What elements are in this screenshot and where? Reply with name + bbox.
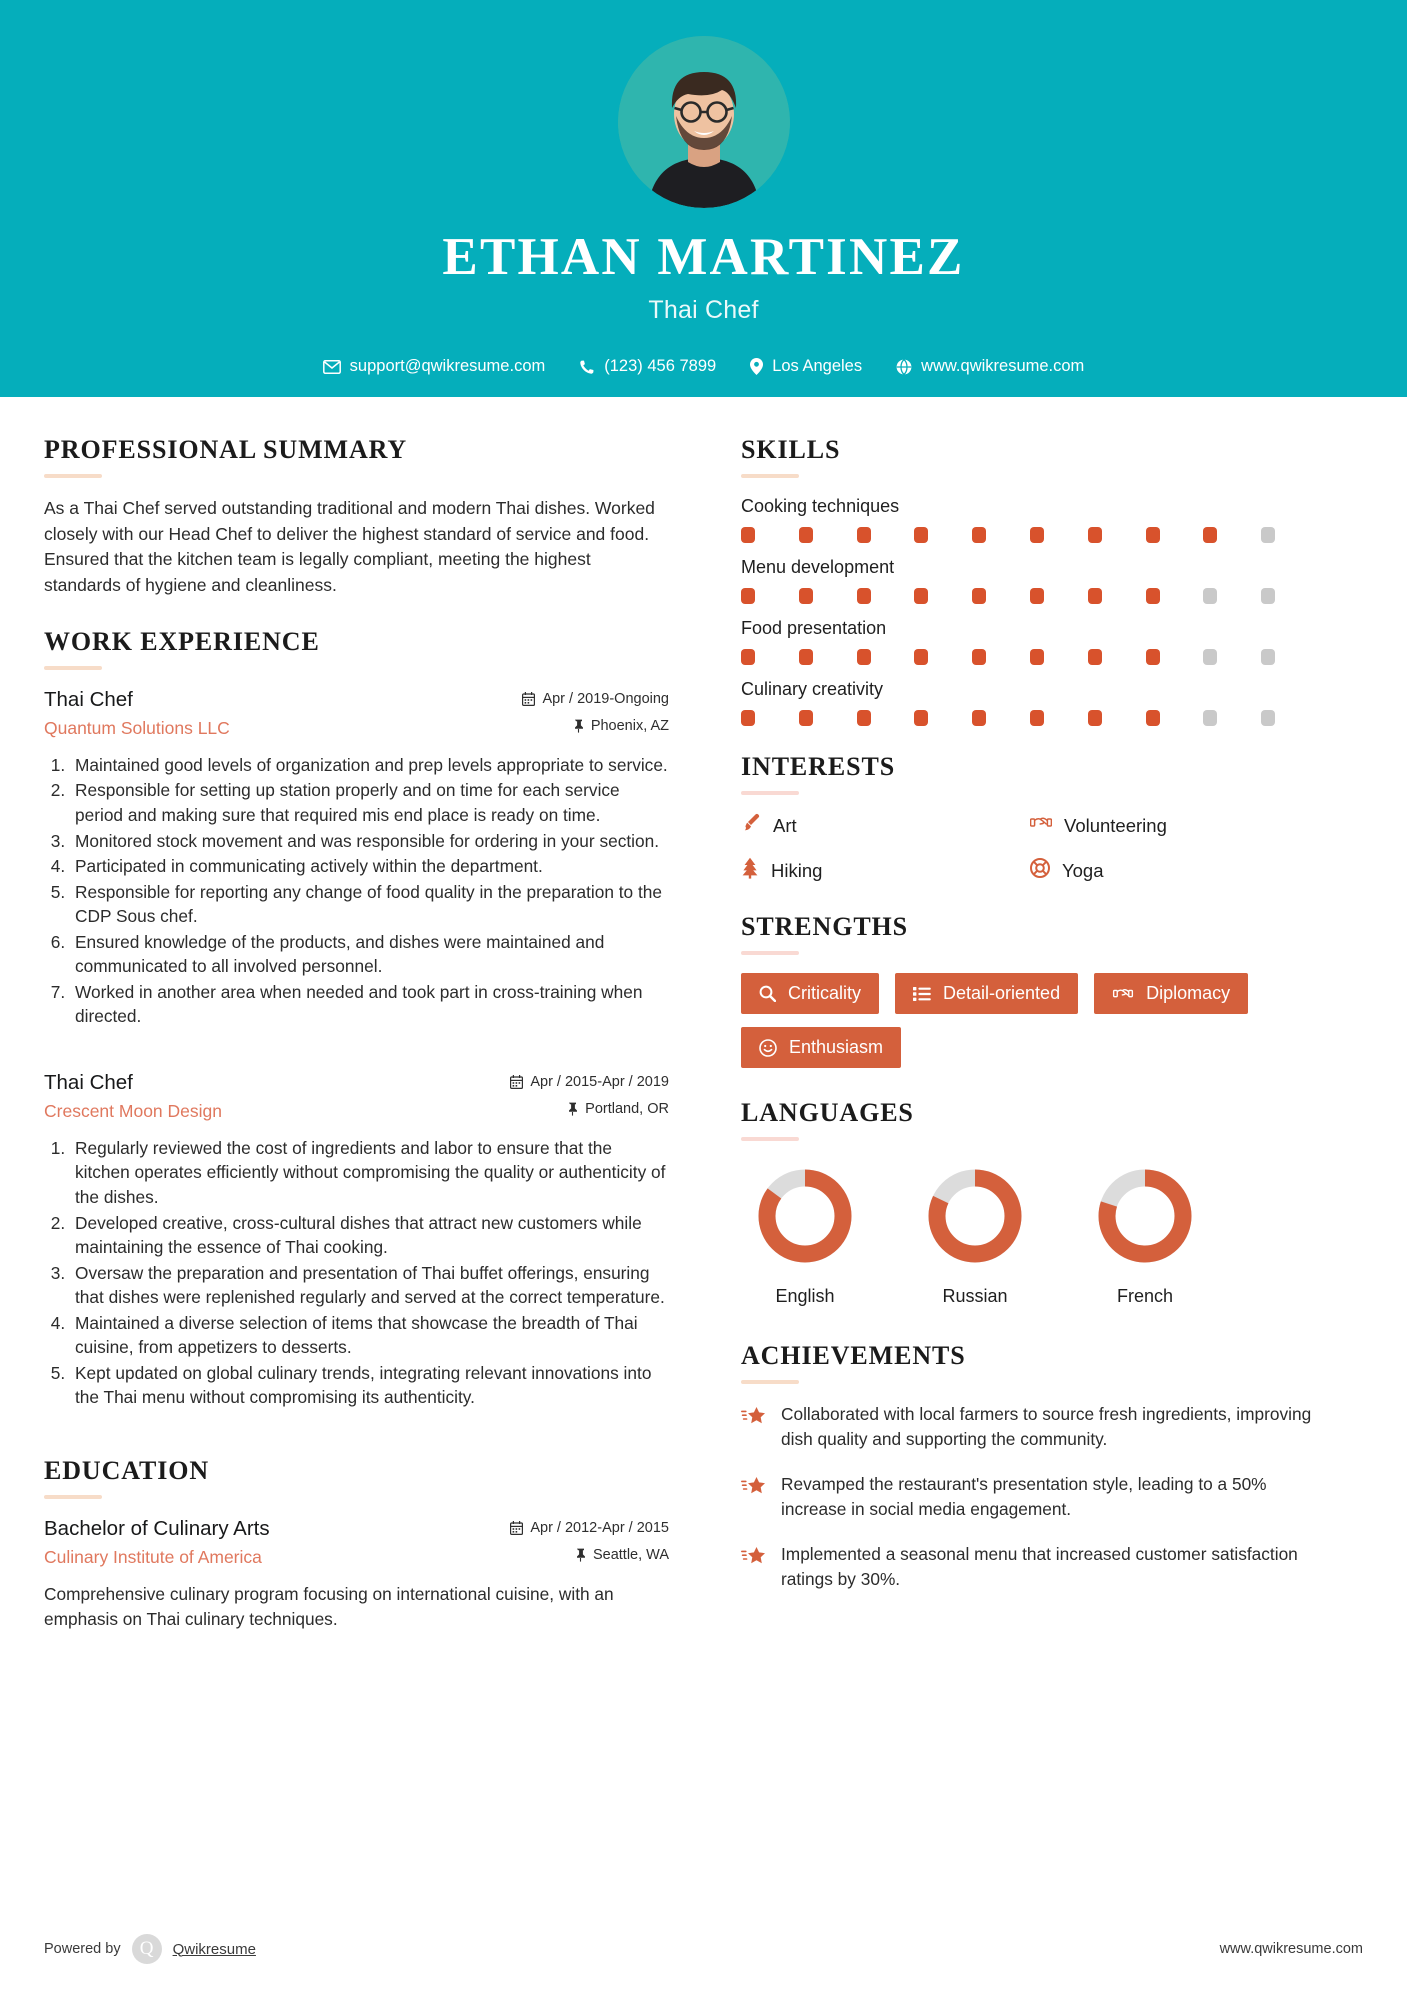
smiley-icon <box>759 1039 777 1057</box>
resume-body <box>0 397 1407 1632</box>
skill-label: Cooking techniques <box>741 496 900 516</box>
interest-label: Hiking <box>771 859 823 881</box>
rating-dot-filled <box>799 649 813 665</box>
section-achievements <box>741 1341 1319 1592</box>
strength-badge-diplomacy[interactable] <box>1094 973 1248 1014</box>
section-rule <box>741 474 799 478</box>
strength-badge-enthusiasm[interactable] <box>741 1027 901 1068</box>
rating-dot-filled <box>799 527 813 543</box>
section-skills <box>741 435 1319 726</box>
shooting-star-icon <box>741 1542 767 1592</box>
section-strengths <box>741 912 1319 1068</box>
interests-grid <box>741 813 1319 884</box>
list-item: 3. Oversaw the preparation and presentation of Thai buffet offerings, ensuring that dishes were replenished regularly and served at the correct temperature. <box>70 1261 669 1310</box>
rating-dot-filled <box>857 588 871 604</box>
contact-website-text: www.qwikresume.com <box>921 357 1085 375</box>
strength-label: Criticality <box>788 983 862 1003</box>
section-heading-strengths: STRENGTHS <box>741 912 909 941</box>
language-label: French <box>1116 1286 1174 1306</box>
list-item: 4. Participated in communicating actively within the department. <box>70 854 669 879</box>
globe-icon <box>896 359 912 375</box>
language-label: English <box>775 1286 835 1306</box>
rating-dot-empty <box>1261 527 1275 543</box>
language-item <box>741 1161 869 1307</box>
paintbrush-icon <box>741 813 761 838</box>
section-rule <box>44 1495 102 1499</box>
magnifier-icon <box>759 985 776 1002</box>
rating-dot-filled <box>1146 649 1160 665</box>
work-dates-row <box>510 1074 669 1090</box>
strength-badge-criticality[interactable] <box>741 973 879 1014</box>
interest-item <box>741 813 1030 838</box>
language-label: Russian <box>942 1286 1008 1306</box>
section-heading-summary: PROFESSIONAL SUMMARY <box>44 435 408 464</box>
list-item: 5. Responsible for reporting any change of food quality in the preparation to the CDP Sous chef. <box>70 880 669 929</box>
shooting-star-icon <box>741 1472 767 1522</box>
section-rule <box>741 791 799 795</box>
list-item: 6. Ensured knowledge of the products, and dishes were maintained and communicated to all involved personnel. <box>70 930 669 979</box>
rating-dot-filled <box>741 649 755 665</box>
calendar-icon <box>510 1075 523 1089</box>
skill-label: Menu development <box>741 557 895 577</box>
rating-dot-filled <box>1088 710 1102 726</box>
education-dates: Apr / 2012-Apr / 2015 <box>530 1519 669 1536</box>
achievement-text: Collaborated with local farmers to source fresh ingredients, improving dish quality and supporting the community. <box>781 1404 1312 1450</box>
achievement-item <box>741 1472 1319 1522</box>
calendar-icon <box>522 692 535 706</box>
interest-label: Volunteering <box>1064 814 1167 836</box>
footer-url[interactable]: www.qwikresume.com <box>1219 1941 1363 1957</box>
languages-list <box>741 1161 1319 1307</box>
rating-dot-filled <box>741 710 755 726</box>
pushpin-icon <box>575 1548 586 1562</box>
skill-label: Culinary creativity <box>741 679 884 699</box>
qwikresume-brand-link[interactable]: Qwikresume <box>172 1940 256 1958</box>
rating-dot-empty <box>1261 649 1275 665</box>
strength-badge-detail-oriented[interactable] <box>895 973 1078 1014</box>
interest-item <box>741 857 1030 884</box>
skill-label: Food presentation <box>741 618 887 638</box>
work-dates: Apr / 2019-Ongoing <box>542 690 669 707</box>
interest-label: Art <box>773 814 797 836</box>
rating-dot-filled <box>1088 588 1102 604</box>
contact-website[interactable] <box>879 357 1101 376</box>
section-rule <box>44 474 102 478</box>
rating-dot-empty <box>1261 588 1275 604</box>
rating-dot-filled <box>914 710 928 726</box>
language-item <box>911 1161 1039 1307</box>
calendar-icon <box>510 1521 523 1535</box>
list-item: 3. Monitored stock movement and was responsible for ordering in your section. <box>70 829 669 854</box>
work-dates: Apr / 2015-Apr / 2019 <box>530 1073 669 1090</box>
rating-dot-filled <box>799 588 813 604</box>
strength-label: Detail-oriented <box>943 983 1061 1003</box>
rating-dot-filled <box>857 710 871 726</box>
shooting-star-icon <box>741 1402 767 1452</box>
contact-location[interactable] <box>733 357 879 376</box>
qwikresume-logo-icon: Q <box>132 1934 162 1964</box>
rating-dot-filled <box>914 649 928 665</box>
envelope-icon <box>323 360 341 374</box>
powered-by-label: Powered by <box>44 1941 121 1957</box>
skill-item <box>741 496 1319 543</box>
rating-dot-filled <box>1030 588 1044 604</box>
education-degree: Bachelor of Culinary Arts <box>44 1516 270 1540</box>
contact-phone[interactable] <box>562 357 733 376</box>
skill-item <box>741 618 1319 665</box>
list-item: 2. Developed creative, cross-cultural dishes that attract new customers while maintaining the essence of Thai cooking. <box>70 1211 669 1260</box>
section-heading-skills: SKILLS <box>741 435 841 464</box>
rating-dot-filled <box>1030 710 1044 726</box>
rating-dot-filled <box>741 588 755 604</box>
rating-dot-filled <box>1088 649 1102 665</box>
language-item <box>1081 1161 1209 1307</box>
resume-header <box>0 0 1407 397</box>
rating-dot-filled <box>741 527 755 543</box>
page-title: ETHAN MARTINEZ <box>442 228 965 286</box>
skill-item <box>741 557 1319 604</box>
interest-item <box>1030 857 1319 884</box>
work-company: Quantum Solutions LLC <box>44 717 230 738</box>
section-interests <box>741 752 1319 884</box>
strengths-badges <box>741 973 1319 1068</box>
section-rule <box>741 1137 799 1141</box>
rating-dot-filled <box>972 588 986 604</box>
contact-row <box>0 357 1407 376</box>
section-heading-education: EDUCATION <box>44 1455 210 1485</box>
rating-dot-filled <box>972 649 986 665</box>
work-location: Phoenix, AZ <box>590 717 669 734</box>
right-column <box>699 397 1319 1632</box>
strength-label: Diplomacy <box>1146 983 1231 1003</box>
achievement-item <box>741 1542 1319 1592</box>
section-heading-work: WORK EXPERIENCE <box>44 626 320 656</box>
work-entry <box>44 688 669 1029</box>
section-languages <box>741 1098 1319 1307</box>
section-heading-achievements: ACHIEVEMENTS <box>741 1341 966 1370</box>
strength-label: Enthusiasm <box>789 1037 884 1057</box>
education-location: Seattle, WA <box>592 1546 669 1563</box>
contact-email[interactable] <box>306 357 563 376</box>
rating-dot-filled <box>914 527 928 543</box>
work-dates-row <box>522 691 669 707</box>
section-work-experience <box>44 627 669 1410</box>
work-location-row <box>522 718 669 734</box>
rating-dot-empty <box>1203 649 1217 665</box>
pushpin-icon <box>567 1102 578 1116</box>
list-item: 4. Maintained a diverse selection of items that showcase the breadth of Thai cuisine, from appetizers to desserts. <box>70 1311 669 1360</box>
achievement-text: Revamped the restaurant's presentation style, leading to a 50% increase in social media engagement. <box>781 1474 1267 1520</box>
list-item: 1. Regularly reviewed the cost of ingredients and labor to ensure that the kitchen operates efficiently without compromising the quality or authenticity of the dishes. <box>70 1136 669 1210</box>
work-entry <box>44 1071 669 1410</box>
avatar <box>618 36 790 208</box>
list-item: 1. Maintained good levels of organization and prep levels appropriate to service. <box>70 753 669 778</box>
pushpin-icon <box>573 719 584 733</box>
interest-label: Yoga <box>1062 859 1104 881</box>
list-item: 7. Worked in another area when needed and took part in cross-training when directed. <box>70 980 669 1029</box>
section-heading-interests: INTERESTS <box>741 752 896 781</box>
skill-rating <box>741 649 1319 665</box>
education-entry <box>44 1517 669 1632</box>
left-column <box>44 397 699 1632</box>
skill-rating <box>741 710 1319 726</box>
rating-dot-filled <box>1030 649 1044 665</box>
rating-dot-filled <box>1203 527 1217 543</box>
rating-dot-empty <box>1203 588 1217 604</box>
skill-rating <box>741 527 1319 543</box>
summary-text: As a Thai Chef served outstanding traditional and modern Thai dishes. Worked closely with our Head Chef to deliver the highest standard of service and food. Ensured that the kitchen team is legally compliant, meeting the highest standards of hygiene and cleanliness. <box>44 498 655 596</box>
section-heading-languages: LANGUAGES <box>741 1098 914 1127</box>
contact-location-text: Los Angeles <box>772 357 863 375</box>
map-pin-icon <box>750 358 763 375</box>
rating-dot-filled <box>972 710 986 726</box>
achievement-item <box>741 1402 1319 1452</box>
language-donut-chart <box>750 1161 860 1271</box>
interest-item <box>1030 813 1319 838</box>
language-donut-chart <box>1090 1161 1200 1271</box>
rating-dot-filled <box>1146 710 1160 726</box>
section-rule <box>44 666 102 670</box>
rating-dot-filled <box>857 527 871 543</box>
contact-phone-text: (123) 456 7899 <box>604 357 717 375</box>
rating-dot-filled <box>1146 527 1160 543</box>
education-dates-row <box>510 1520 669 1536</box>
section-rule <box>741 951 799 955</box>
skill-item <box>741 679 1319 726</box>
handshake-icon <box>1030 813 1052 838</box>
work-company: Crescent Moon Design <box>44 1100 222 1121</box>
powered-by <box>44 1934 256 1964</box>
work-job-title: Thai Chef <box>44 1070 133 1094</box>
list-item: 5. Kept updated on global culinary trends, integrating relevant innovations into the Thai menu without compromising its authenticity. <box>70 1361 669 1410</box>
rating-dot-filled <box>1146 588 1160 604</box>
job-role-subtitle: Thai Chef <box>648 296 759 324</box>
page-footer <box>0 1934 1407 1964</box>
rating-dot-filled <box>914 588 928 604</box>
rating-dot-filled <box>1030 527 1044 543</box>
lifebuoy-icon <box>1030 858 1050 883</box>
section-professional-summary <box>44 435 669 599</box>
achievement-text: Implemented a seasonal menu that increased customer satisfaction ratings by 30%. <box>781 1544 1298 1590</box>
rating-dot-filled <box>972 527 986 543</box>
contact-email-text: support@qwikresume.com <box>349 357 546 375</box>
rating-dot-filled <box>1088 527 1102 543</box>
rating-dot-empty <box>1203 710 1217 726</box>
phone-icon <box>579 359 595 375</box>
work-job-title: Thai Chef <box>44 687 133 711</box>
rating-dot-filled <box>857 649 871 665</box>
tree-icon <box>741 857 759 884</box>
education-location-row <box>510 1547 669 1563</box>
section-rule <box>741 1380 799 1384</box>
education-description: Comprehensive culinary program focusing on international cuisine, with an emphasis on Thai culinary techniques. <box>44 1583 614 1629</box>
list-item: 2. Responsible for setting up station properly and on time for each service period and making sure that required mis end place is ready on time. <box>70 778 669 827</box>
work-location: Portland, OR <box>585 1100 669 1117</box>
rating-dot-filled <box>799 710 813 726</box>
education-school: Culinary Institute of America <box>44 1546 262 1567</box>
language-donut-chart <box>920 1161 1030 1271</box>
work-location-row <box>510 1101 669 1117</box>
section-education <box>44 1456 669 1632</box>
work-bullets <box>70 1136 669 1410</box>
handshake-icon <box>1112 985 1134 1003</box>
list-icon <box>913 986 931 1002</box>
work-bullets <box>70 753 669 1029</box>
rating-dot-empty <box>1261 710 1275 726</box>
skills-list <box>741 496 1319 726</box>
skill-rating <box>741 588 1319 604</box>
